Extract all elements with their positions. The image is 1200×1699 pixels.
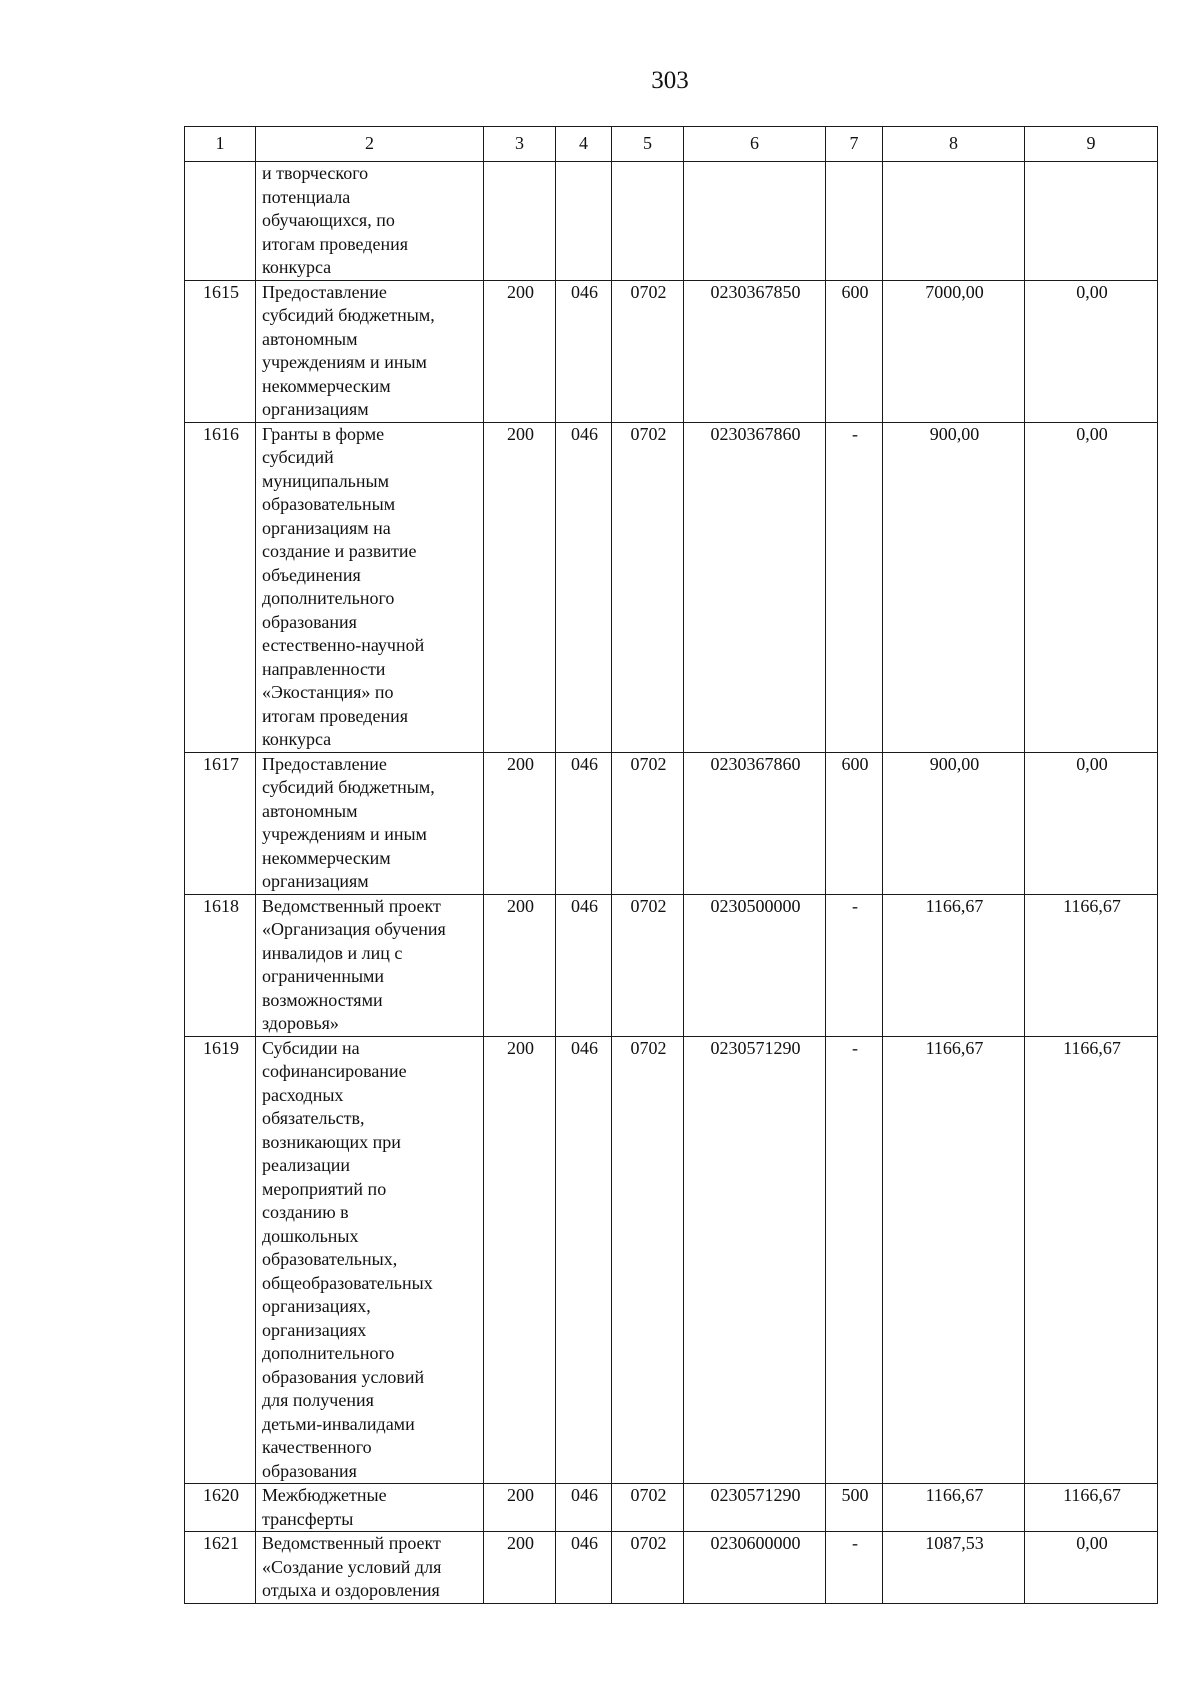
cell-col-8: 900,00 <box>883 752 1025 894</box>
cell-col-3: 200 <box>484 752 556 894</box>
table-row <box>185 1532 1158 1604</box>
cell-col-6: 0230500000 <box>684 894 826 1036</box>
cell-col-8: 1166,67 <box>883 1484 1025 1532</box>
cell-col-5: 0702 <box>612 894 684 1036</box>
row-number: 1617 <box>185 752 256 894</box>
column-header: 6 <box>684 127 826 162</box>
cell-col-5: 0702 <box>612 280 684 422</box>
row-number: 1618 <box>185 894 256 1036</box>
cell-col-5: 0702 <box>612 752 684 894</box>
cell-col-5 <box>612 162 684 281</box>
cell-col-4: 046 <box>556 894 612 1036</box>
cell-col-9: 0,00 <box>1025 422 1158 752</box>
cell-col-9 <box>1025 162 1158 281</box>
cell-col-4: 046 <box>556 422 612 752</box>
row-description: Предоставление субсидий бюджетным, автономным учреждениям и иным некоммерческим организациям <box>256 280 484 422</box>
cell-col-8: 7000,00 <box>883 280 1025 422</box>
cell-col-6: 0230600000 <box>684 1532 826 1604</box>
cell-col-8: 900,00 <box>883 422 1025 752</box>
column-header: 1 <box>185 127 256 162</box>
budget-table <box>184 126 1158 1604</box>
cell-col-3: 200 <box>484 1532 556 1604</box>
column-header: 4 <box>556 127 612 162</box>
row-number: 1620 <box>185 1484 256 1532</box>
cell-col-4: 046 <box>556 1036 612 1484</box>
cell-col-5: 0702 <box>612 1484 684 1532</box>
table-row <box>185 1484 1158 1532</box>
cell-col-7: - <box>826 894 883 1036</box>
cell-col-4: 046 <box>556 280 612 422</box>
cell-col-4 <box>556 162 612 281</box>
table-row <box>185 422 1158 752</box>
page-number: 303 <box>651 67 689 94</box>
cell-col-6: 0230571290 <box>684 1484 826 1532</box>
row-description: и творческого потенциала обучающихся, по итогам проведения конкурса <box>256 162 484 281</box>
cell-col-5: 0702 <box>612 422 684 752</box>
table-row <box>185 1036 1158 1484</box>
cell-col-3: 200 <box>484 1484 556 1532</box>
table-header-row <box>185 127 1158 162</box>
cell-col-7: - <box>826 1036 883 1484</box>
cell-col-8: 1166,67 <box>883 1036 1025 1484</box>
cell-col-8 <box>883 162 1025 281</box>
column-header: 3 <box>484 127 556 162</box>
row-number: 1615 <box>185 280 256 422</box>
column-header: 2 <box>256 127 484 162</box>
cell-col-8: 1166,67 <box>883 894 1025 1036</box>
cell-col-4: 046 <box>556 752 612 894</box>
cell-col-9: 0,00 <box>1025 280 1158 422</box>
cell-col-7: 500 <box>826 1484 883 1532</box>
cell-col-6 <box>684 162 826 281</box>
cell-col-6: 0230571290 <box>684 1036 826 1484</box>
cell-col-7: 600 <box>826 752 883 894</box>
table-row <box>185 752 1158 894</box>
cell-col-6: 0230367860 <box>684 422 826 752</box>
cell-col-5: 0702 <box>612 1532 684 1604</box>
row-description: Межбюджетные трансферты <box>256 1484 484 1532</box>
cell-col-4: 046 <box>556 1484 612 1532</box>
table-row <box>185 162 1158 281</box>
cell-col-4: 046 <box>556 1532 612 1604</box>
cell-col-9: 1166,67 <box>1025 1036 1158 1484</box>
cell-col-9: 1166,67 <box>1025 1484 1158 1532</box>
column-header: 7 <box>826 127 883 162</box>
cell-col-6: 0230367850 <box>684 280 826 422</box>
row-number: 1616 <box>185 422 256 752</box>
cell-col-9: 1166,67 <box>1025 894 1158 1036</box>
table-row <box>185 280 1158 422</box>
cell-col-7: 600 <box>826 280 883 422</box>
cell-col-9: 0,00 <box>1025 1532 1158 1604</box>
cell-col-3: 200 <box>484 280 556 422</box>
cell-col-3: 200 <box>484 1036 556 1484</box>
column-header: 8 <box>883 127 1025 162</box>
cell-col-3: 200 <box>484 422 556 752</box>
cell-col-7: - <box>826 1532 883 1604</box>
table-row <box>185 894 1158 1036</box>
row-description: Субсидии на софинансирование расходных обязательств, возникающих при реализации мероприятий по созданию в дошкольных образовательных, общеобразовательных организациях, организациях дополнительного образования условий для получения детьми-инвалидами качественного образования <box>256 1036 484 1484</box>
cell-col-6: 0230367860 <box>684 752 826 894</box>
cell-col-7 <box>826 162 883 281</box>
cell-col-8: 1087,53 <box>883 1532 1025 1604</box>
column-header: 9 <box>1025 127 1158 162</box>
row-description: Предоставление субсидий бюджетным, автономным учреждениям и иным некоммерческим организациям <box>256 752 484 894</box>
row-number <box>185 162 256 281</box>
cell-col-9: 0,00 <box>1025 752 1158 894</box>
cell-col-3: 200 <box>484 894 556 1036</box>
column-header: 5 <box>612 127 684 162</box>
cell-col-7: - <box>826 422 883 752</box>
row-description: Ведомственный проект «Создание условий для отдыха и оздоровления <box>256 1532 484 1604</box>
row-description: Ведомственный проект «Организация обучения инвалидов и лиц с ограниченными возможностями здоровья» <box>256 894 484 1036</box>
row-number: 1621 <box>185 1532 256 1604</box>
row-number: 1619 <box>185 1036 256 1484</box>
cell-col-5: 0702 <box>612 1036 684 1484</box>
row-description: Гранты в форме субсидий муниципальным образовательным организациям на создание и развитие объединения дополнительного образования естественно-научной направленности «Экостанция» по итогам проведения конкурса <box>256 422 484 752</box>
cell-col-3 <box>484 162 556 281</box>
